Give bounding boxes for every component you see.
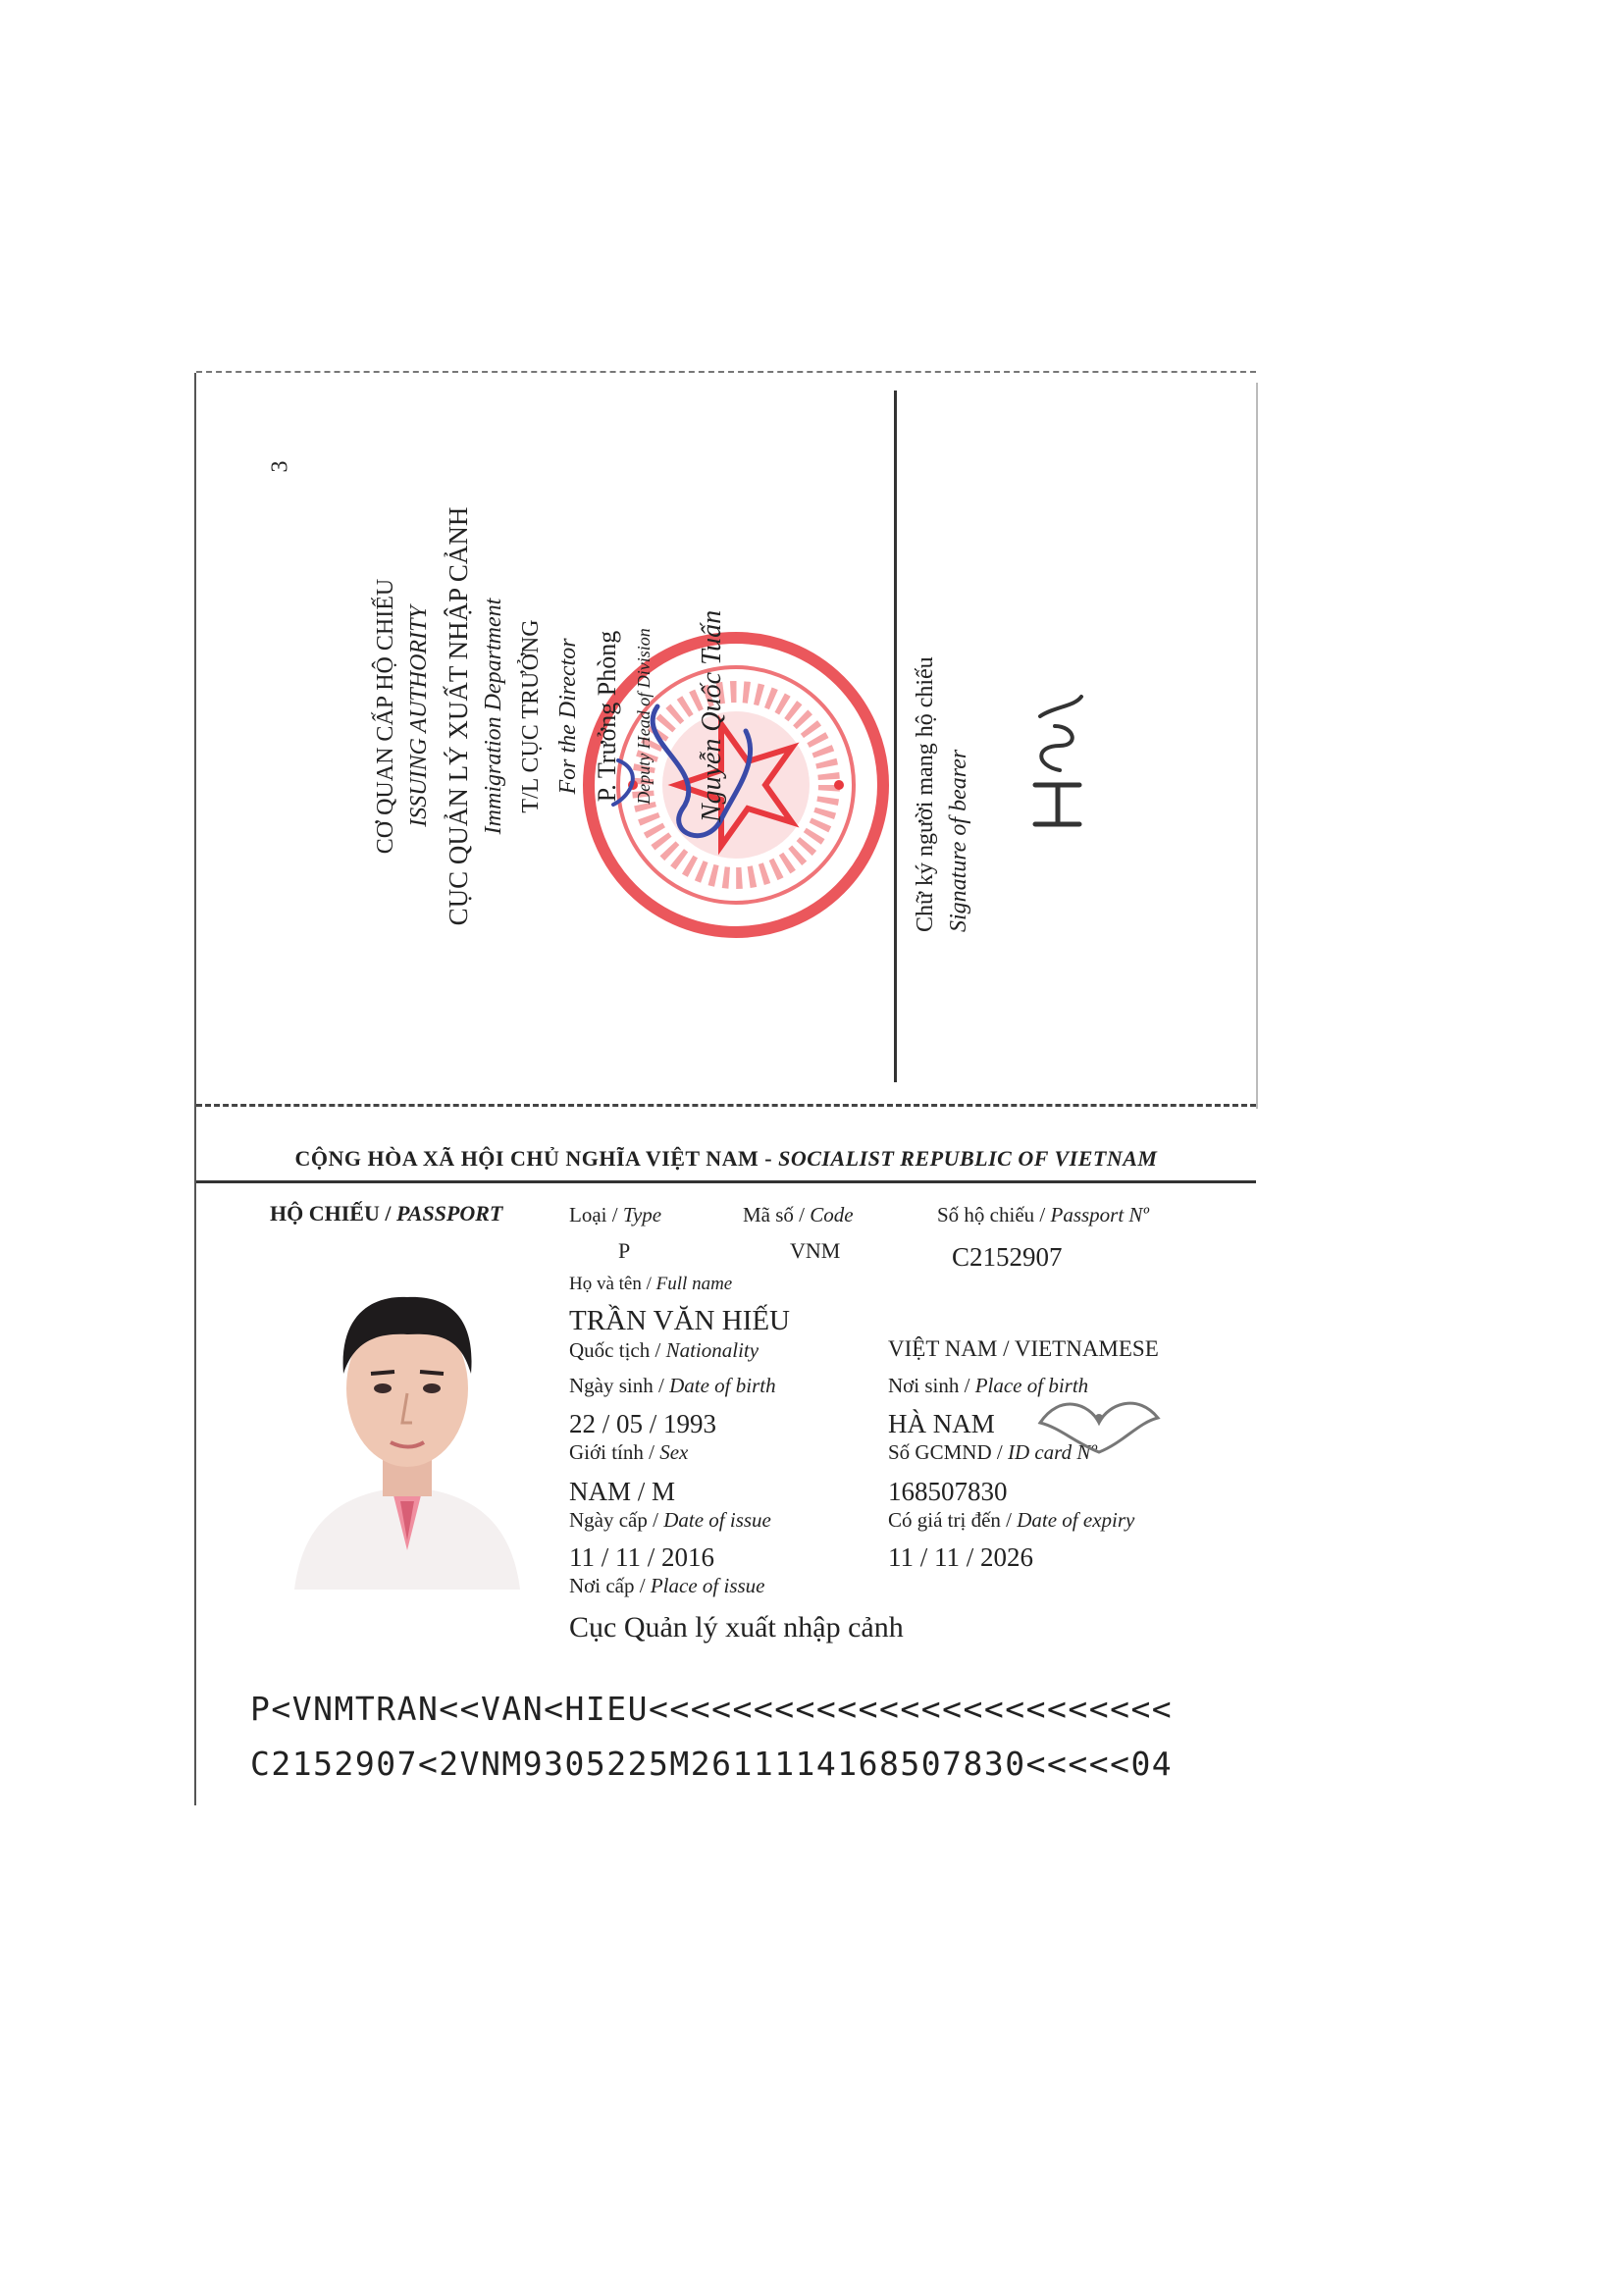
authority-line-2: ISSUING AUTHORITY <box>406 605 432 827</box>
code-value: VNM <box>790 1238 841 1263</box>
page-number: 3 <box>267 460 293 473</box>
document-title <box>270 1201 502 1226</box>
dove-watermark-icon <box>1030 1374 1168 1472</box>
place-of-issue-value: Cục Quản lý xuất nhập cảnh <box>569 1611 904 1644</box>
authority-line-8: Deputy Head of Division <box>634 628 654 805</box>
holder-photo <box>285 1256 530 1590</box>
authority-line-4: Immigration Department <box>481 598 506 835</box>
country-name-vi: CỘNG HÒA XÃ HỘI CHỦ NGHĨA VIỆT NAM - <box>294 1146 779 1171</box>
code-label: Mã số / Code <box>743 1203 854 1226</box>
date-of-issue-label: Ngày cấp / Date of issue <box>569 1508 771 1532</box>
date-of-expiry-value: 11 / 11 / 2026 <box>888 1542 1033 1572</box>
page-right-edge <box>1256 383 1258 1109</box>
authority-line-6: For the Director <box>555 638 581 795</box>
passport-number-value: C2152907 <box>952 1242 1063 1272</box>
authority-signer-name: Nguyễn Quốc Tuấn <box>697 609 727 823</box>
authority-line-1: CƠ QUAN CẤP HỘ CHIẾU <box>373 578 398 855</box>
mrz-line-2: C2152907<2VNM9305225M2611114168507830<<<<<04 <box>250 1745 1174 1783</box>
date-of-issue-value: 11 / 11 / 2016 <box>569 1542 714 1572</box>
issuing-authority-block <box>373 314 746 1119</box>
full-name-label: Họ và tên / Full name <box>569 1274 733 1294</box>
authority-line-5: T/L CỤC TRƯỞNG <box>518 619 544 813</box>
bearer-signature-label-vi: Chữ ký người mang hộ chiếu <box>913 656 938 932</box>
header-rule <box>196 1180 1256 1183</box>
id-card-label: Số GCMND / ID card Nº <box>888 1440 1097 1464</box>
passport-number-label: Số hộ chiếu / Passport Nº <box>937 1203 1149 1226</box>
nationality-value: VIỆT NAM / VIETNAMESE <box>888 1336 1159 1361</box>
date-of-birth-value: 22 / 05 / 1993 <box>569 1409 717 1438</box>
country-name-en: SOCIALIST REPUBLIC OF VIETNAM <box>778 1146 1158 1171</box>
page-left-edge <box>194 373 196 1805</box>
bearer-signature-label-en: Signature of bearer <box>946 749 971 932</box>
mrz-line-1: P<VNMTRAN<<VAN<HIEU<<<<<<<<<<<<<<<<<<<<<<<<< <box>250 1690 1174 1728</box>
authority-line-7: P. Trưởng Phòng <box>593 630 621 803</box>
date-of-expiry-label: Có giá trị đến / Date of expiry <box>888 1508 1135 1532</box>
place-of-issue-label: Nơi cấp / Place of issue <box>569 1574 765 1597</box>
bearer-signature-icon <box>1021 677 1099 834</box>
place-of-birth-value: HÀ NAM <box>888 1409 995 1438</box>
type-value: P <box>618 1238 631 1263</box>
date-of-birth-label: Ngày sinh / Date of birth <box>569 1374 776 1397</box>
document-title-en: PASSPORT <box>395 1201 503 1226</box>
sex-value: NAM / M <box>569 1477 676 1506</box>
sex-label: Giới tính / Sex <box>569 1440 689 1464</box>
authority-line-3: CỤC QUẢN LÝ XUẤT NHẬP CẢNH <box>444 506 473 926</box>
type-label: Loại / Type <box>569 1203 662 1226</box>
full-name-value: TRẦN VĂN HIẾU <box>569 1305 791 1336</box>
country-header <box>196 1146 1256 1172</box>
nationality-label: Quốc tịch / Nationality <box>569 1338 759 1362</box>
id-card-value: 168507830 <box>888 1477 1008 1506</box>
document-title-vi: HỘ CHIẾU / <box>270 1201 396 1226</box>
place-of-birth-label: Nơi sinh / Place of birth <box>888 1374 1089 1397</box>
